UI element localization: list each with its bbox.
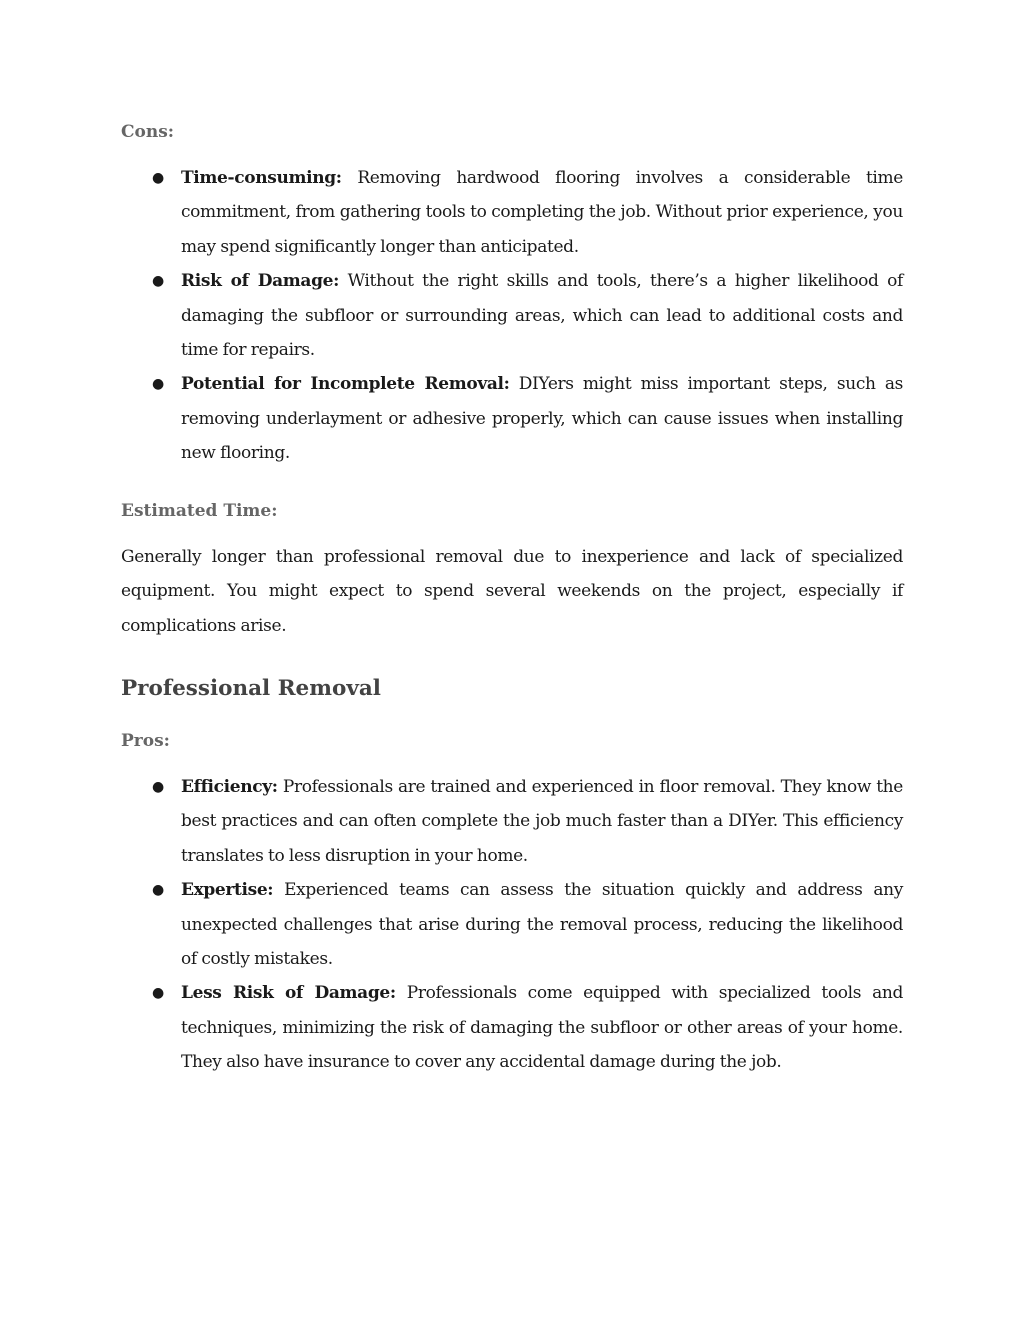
item-text: Professionals are trained and experienced in floor removal. They know the best practices and can often complete the job much faster than a DIYer. This efficiency translates to less disruption in your home. [181, 777, 903, 866]
list-item [121, 976, 903, 1079]
bullet-icon: ● [152, 273, 164, 290]
item-label: Less Risk of Damage: [181, 983, 396, 1004]
list-item [121, 264, 903, 367]
professional-removal-heading: Professional Removal [121, 676, 381, 701]
item-text: Without the right skills and tools, there’s a higher likelihood of damaging the subfloor or surrounding areas, which can lead to additional costs and time for repairs. [181, 271, 903, 361]
item-label: Potential for Incomplete Removal: [181, 374, 510, 395]
cons-list [121, 161, 903, 471]
bullet-icon: ● [152, 882, 164, 899]
bullet-icon: ● [152, 985, 164, 1002]
item-label: Time-consuming: [181, 168, 342, 188]
item-label: Efficiency: [181, 777, 278, 797]
item-text: Professionals come equipped with specialized tools and techniques, minimizing the risk of damaging the subfloor or other areas of your home. They also have insurance to cover any accidental damage during the job. [181, 983, 903, 1073]
list-item [121, 873, 903, 976]
item-text: Experienced teams can assess the situation quickly and address any unexpected challenges that arise during the removal process, reducing the likelihood of costly mistakes. [181, 880, 903, 970]
cons-heading: Cons: [121, 122, 175, 142]
list-item [121, 161, 903, 264]
list-item [121, 770, 903, 873]
bullet-icon: ● [152, 779, 164, 795]
estimated-time-heading: Estimated Time: [121, 501, 278, 521]
pros-list [121, 770, 903, 1080]
list-item [121, 367, 903, 470]
bullet-icon: ● [152, 376, 164, 393]
estimated-time-text: Generally longer than professional removal due to inexperience and lack of specialized equipment. You might expect to spend several weekends on the project, especially if complications arise. [121, 547, 903, 636]
pros-heading: Pros: [121, 731, 170, 751]
item-text: DIYers might miss important steps, such as removing underlayment or adhesive properly, which can cause issues when installing new flooring. [181, 374, 903, 464]
item-label: Expertise: [181, 880, 274, 901]
item-text: Removing hardwood flooring involves a considerable time commitment, from gathering tools to completing the job. Without prior experience, you may spend significantly longer than anticipated. [181, 168, 904, 257]
item-label: Risk of Damage: [181, 271, 339, 292]
bullet-icon: ● [152, 170, 164, 186]
